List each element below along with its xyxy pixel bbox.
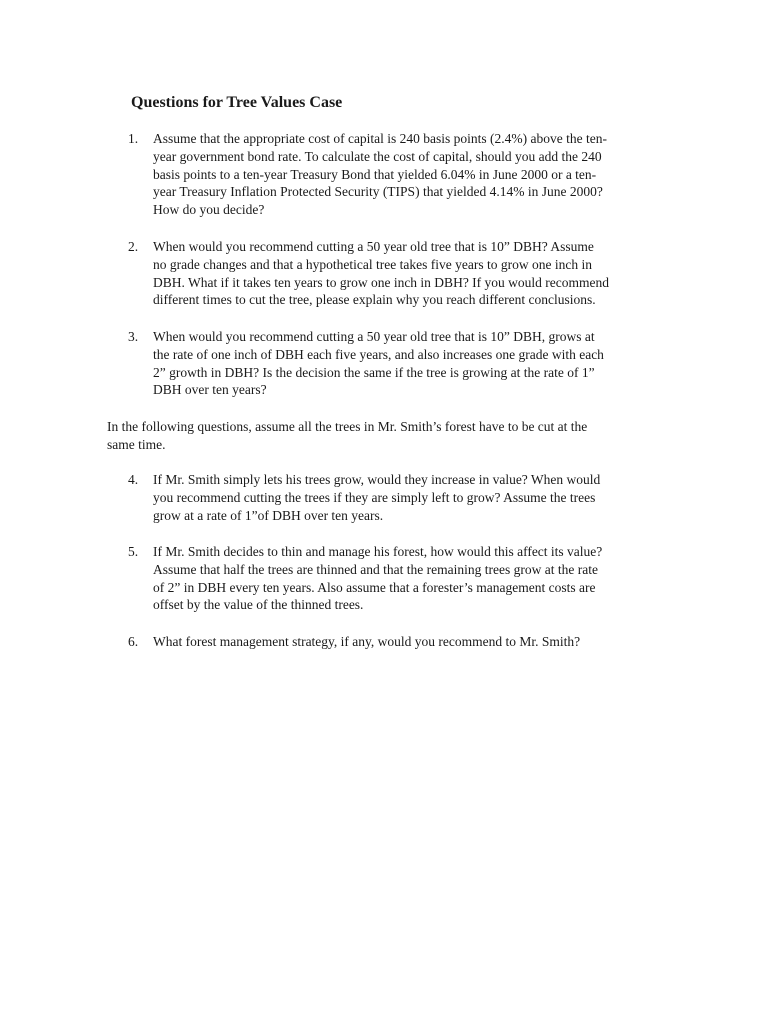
question-number: 2. [128, 239, 139, 254]
question-text [153, 130, 668, 219]
intro-line: same time. [107, 436, 166, 452]
question-text [153, 633, 668, 651]
question-line: If Mr. Smith simply lets his trees grow, would they increase in value? When would [153, 472, 601, 487]
question-line: What forest management strategy, if any, would you recommend to Mr. Smith? [153, 634, 581, 649]
question-text [153, 471, 668, 524]
question-line: DBH over ten years? [153, 382, 267, 398]
question-number: 3. [128, 329, 139, 344]
question-number: 5. [128, 544, 139, 559]
question-line: grow at a rate of 1”of DBH over ten years. [153, 507, 384, 523]
question-text [153, 238, 668, 309]
question-line: Assume that half the trees are thinned and that the remaining trees grow at the rate [153, 561, 598, 577]
question-line: of 2” in DBH every ten years. Also assume that a forester’s management costs are [153, 579, 596, 595]
question-number: 4. [128, 472, 139, 487]
question-line: If Mr. Smith decides to thin and manage his forest, how would this affect its value? [153, 544, 603, 559]
document-title: Questions for Tree Values Case [131, 94, 343, 111]
question-line: no grade changes and that a hypothetical tree takes five years to grow one inch in [153, 256, 592, 272]
question-number: 6. [128, 634, 139, 649]
question-line: offset by the value of the thinned trees. [153, 597, 364, 613]
section-intro [107, 418, 667, 454]
question-line: you recommend cutting the trees if they are simply left to grow? Assume the trees [153, 489, 596, 505]
question-line: the rate of one inch of DBH each five years, and also increases one grade with each [153, 346, 604, 362]
question-line: year government bond rate. To calculate the cost of capital, should you add the 240 [153, 148, 602, 164]
intro-line: In the following questions, assume all the trees in Mr. Smith’s forest have to be cut at the [107, 419, 588, 434]
question-line: year Treasury Inflation Protected Security (TIPS) that yielded 4.14% in June 2000? [153, 184, 603, 200]
question-line: When would you recommend cutting a 50 year old tree that is 10” DBH? Assume [153, 239, 594, 254]
question-line: different times to cut the tree, please explain why you reach different conclusions. [153, 292, 596, 308]
question-line: Assume that the appropriate cost of capital is 240 basis points (2.4%) above the ten- [153, 131, 608, 146]
question-line: When would you recommend cutting a 50 year old tree that is 10” DBH, grows at [153, 329, 595, 344]
question-number: 1. [128, 131, 139, 146]
question-text [153, 543, 668, 614]
question-text [153, 328, 668, 399]
question-line: How do you decide? [153, 202, 265, 218]
question-line: DBH. What if it takes ten years to grow one inch in DBH? If you would recommend [153, 274, 610, 290]
question-line: 2” growth in DBH? Is the decision the same if the tree is growing at the rate of 1” [153, 364, 595, 380]
question-line: basis points to a ten-year Treasury Bond that yielded 6.04% in June 2000 or a ten- [153, 166, 597, 182]
